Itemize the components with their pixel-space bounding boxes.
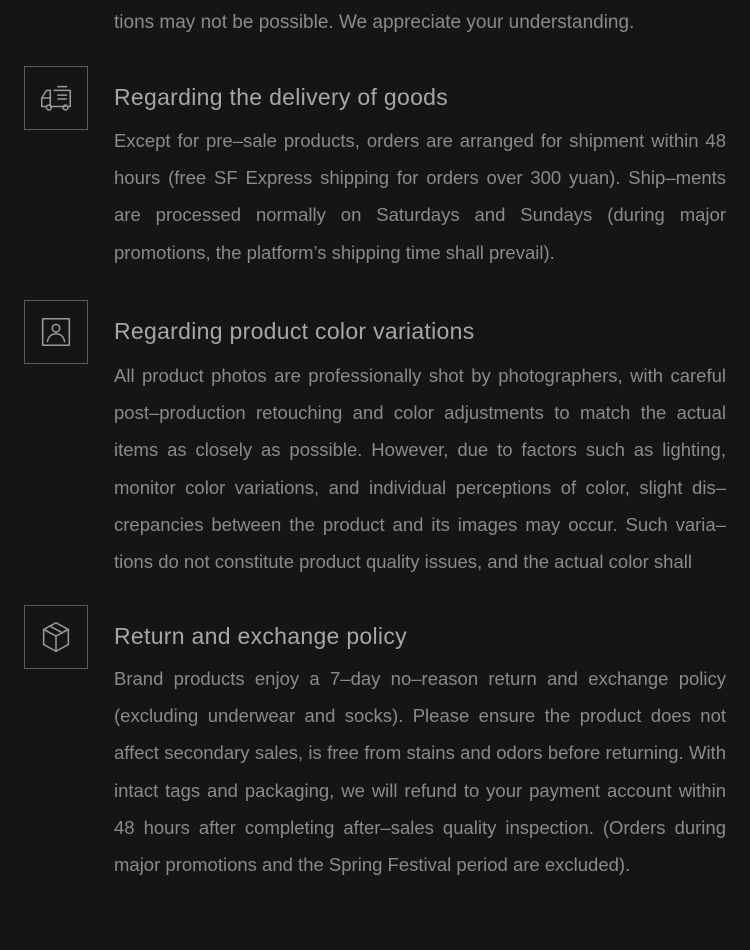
image-icon-box [24, 300, 88, 364]
truck-icon-box [24, 66, 88, 130]
section-body: Brand products enjoy a 7–day no–reason return and exchange policy (excluding underwear and socks). Please ensure the product does not affect secondary sales, is free from stains and odors before returning. With intact tags and packaging, we will refund to your payment account within 48 hours after completing after–sales quality inspection. (Orders during major promotions and the Spring Festival period are excluded). [114, 668, 726, 876]
box-icon [37, 618, 75, 656]
section-title: Regarding product color variations [114, 318, 475, 344]
image-icon [37, 313, 75, 351]
section-body: All product photos are professionally shot by photographers, with careful post–production retouching and color adjustments to match the actual items as closely as possible. However, due to factors such as lighting, monitor color variations, and individual perceptions of color, slight dis–crepancies between the product and its images may occur. Such varia–tions do not constitute product quality issues, and the actual color shall [114, 365, 726, 573]
section-body: Except for pre–sale products, orders are arranged for shipment within 48 hours (free SF Express shipping for orders over 300 yuan). Ship–ments are processed normally on Saturdays and Sundays (during major promotions, the platform’s shipping time shall prevail). [114, 130, 726, 263]
section-title: Return and exchange policy [114, 623, 407, 649]
intro-tail-text: tions may not be possible. We appreciate your understanding. [114, 12, 635, 33]
box-icon-box [24, 605, 88, 669]
section-title: Regarding the delivery of goods [114, 84, 449, 110]
truck-icon [37, 79, 75, 117]
